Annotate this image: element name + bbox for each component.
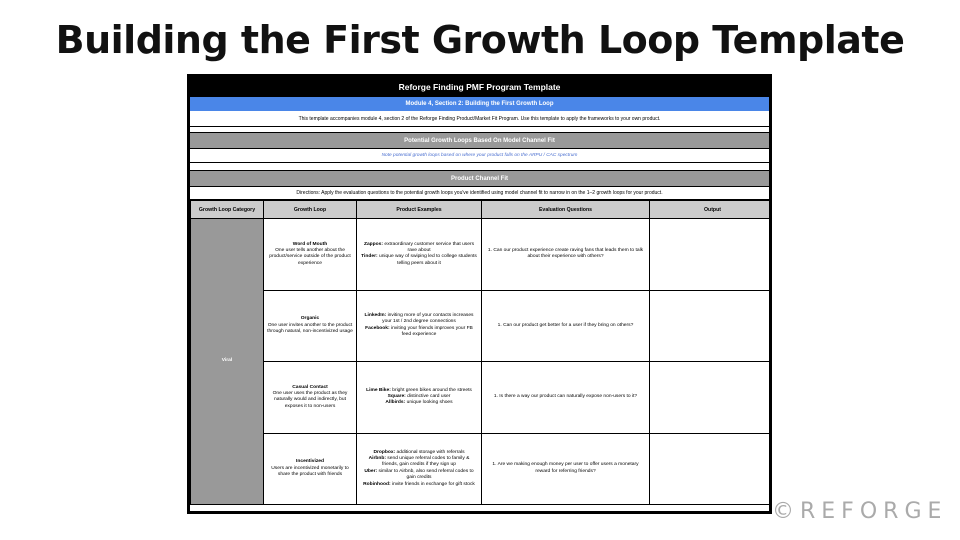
category-cell: Viral: [191, 219, 264, 505]
example-line: [360, 469, 478, 482]
growth-loop-name: Incentivized: [296, 459, 324, 465]
table-row: [191, 290, 773, 362]
growth-loop-description: One user tells another about the product/service outside of the product experience: [269, 247, 351, 266]
spacer-row: [190, 163, 769, 171]
growth-loop-cell[interactable]: [264, 433, 357, 505]
example-text: distinctive card user: [405, 394, 451, 400]
example-text: extraordinary customer service that users rave about: [382, 241, 475, 253]
example-text: similar to Airbnb, also send referral codes to gain credits: [377, 468, 474, 481]
growth-loop-cell[interactable]: [264, 219, 357, 291]
header-growth-loop: Growth Loop: [264, 201, 357, 219]
directions-text: Directions: Apply the evaluation questions to the potential growth loops you've identified using model channel fit to narrow in on the 1–2 growth loops for your product.: [190, 187, 769, 200]
evaluation-question-cell[interactable]: 1. Is there a way our product can naturally expose non-users to it?: [482, 362, 650, 434]
module-banner: Module 4, Section 2: Building the First Growth Loop: [190, 97, 769, 111]
section-note[interactable]: Note potential growth loops based on where your product falls on the ARPU / CAC spectrum: [190, 149, 769, 163]
example-brand: LinkedIn:: [364, 313, 387, 318]
evaluation-question-cell[interactable]: 1. Can our product get better for a user if they bring on others?: [482, 290, 650, 362]
example-line: [360, 482, 478, 488]
example-text: send unique referral codes to family & friends, gain credits if they sign up: [382, 456, 470, 468]
growth-loop-cell[interactable]: [264, 362, 357, 434]
example-line: [360, 242, 478, 255]
example-line: [360, 326, 478, 339]
example-brand: Square:: [387, 394, 406, 400]
example-brand: Airbnb:: [368, 456, 386, 461]
example-brand: Robinhood:: [363, 481, 391, 487]
growth-loop-description: One user uses the product as they naturally would and indirectly, but exposes it to non-users: [272, 390, 348, 409]
evaluation-question-cell[interactable]: 1. Are we making enough money per user to offer users a monetary reward for referring friends?: [482, 433, 650, 505]
header-product-examples: Product Examples: [357, 201, 482, 219]
example-text: unique way of swiping led to college students telling peers about it: [377, 254, 477, 266]
example-line: [360, 254, 478, 267]
example-text: inviting your friends improves your FB feed experience: [389, 325, 473, 338]
table-row: [191, 219, 773, 291]
slide-title: Building the First Growth Loop Template: [55, 18, 905, 62]
output-cell[interactable]: [650, 290, 773, 362]
growth-loop-name: Word of Mouth: [292, 241, 328, 247]
growth-loop-description: Users are incentivized monetarily to share the product with friends: [271, 465, 349, 477]
output-cell[interactable]: [650, 219, 773, 291]
template-sheet: [187, 74, 772, 514]
header-evaluation-questions: Evaluation Questions: [482, 201, 650, 219]
intro-text: This template accompanies module 4, section 2 of the Reforge Finding Product/Market Fit Program. Use this template to apply the frameworks to your own product.: [190, 111, 769, 127]
example-text: unique looking shoes: [405, 400, 453, 406]
growth-loop-description: One user invites another to the product through natural, non-incentivized usage: [267, 322, 353, 334]
example-text: bright green bikes around the streets: [390, 387, 472, 393]
output-cell[interactable]: [650, 433, 773, 505]
header-output: Output: [650, 201, 773, 219]
example-brand: Lime Bike:: [366, 387, 391, 393]
table-row: [191, 362, 773, 434]
product-examples-cell[interactable]: [357, 362, 482, 434]
example-text: invite friends in exchange for gift stock: [390, 481, 475, 487]
product-examples-cell[interactable]: [357, 219, 482, 291]
example-brand: Allbirds:: [385, 400, 406, 406]
output-cell[interactable]: [650, 362, 773, 434]
example-brand: Zappos:: [363, 241, 383, 247]
product-examples-cell[interactable]: [357, 290, 482, 362]
example-text: inviting more of your contacts increases your 1st / 2nd degree connections: [382, 313, 474, 325]
section-model-channel-fit: Potential Growth Loops Based On Model Channel Fit: [190, 133, 769, 149]
table-row: [191, 433, 773, 505]
example-brand: Uber:: [364, 468, 378, 474]
growth-loop-table: [190, 200, 772, 505]
product-examples-cell[interactable]: [357, 433, 482, 505]
example-text: additional storage with referrals: [395, 449, 465, 455]
example-brand: Facebook:: [365, 325, 390, 331]
section-product-channel-fit: Product Channel Fit: [190, 171, 769, 187]
example-brand: Tinder:: [361, 254, 378, 260]
reforge-logo: ©REFORGE: [772, 499, 948, 524]
growth-loop-name: Casual Contact: [292, 384, 328, 390]
evaluation-question-cell[interactable]: 1. Can our product experience create raving fans that leads them to talk about their experience with others?: [482, 219, 650, 291]
sheet-title: Reforge Finding PMF Program Template: [190, 77, 769, 97]
growth-loop-name: Organic: [300, 316, 320, 322]
example-line: [360, 313, 478, 326]
growth-loop-cell[interactable]: [264, 290, 357, 362]
example-brand: Dropbox:: [373, 449, 396, 455]
example-line: [360, 400, 478, 406]
example-line: [360, 456, 478, 469]
header-category: Growth Loop Category: [191, 201, 264, 219]
